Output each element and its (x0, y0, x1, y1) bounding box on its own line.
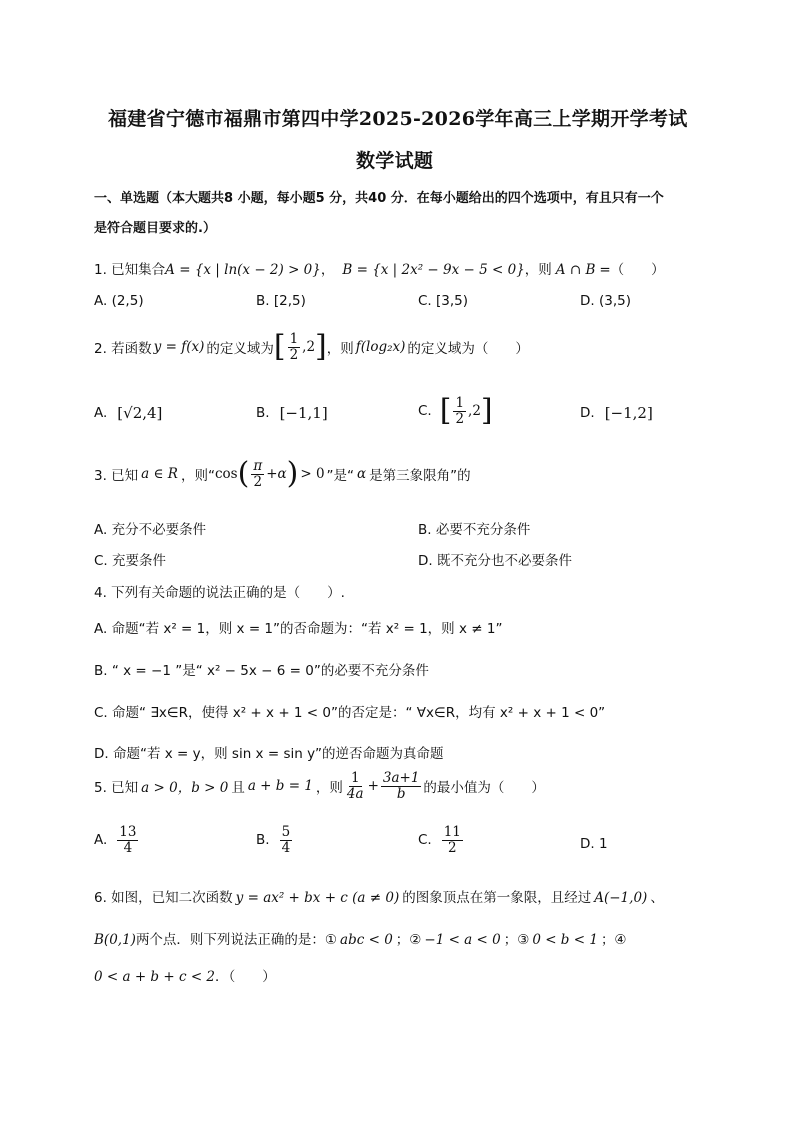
question-2-option-b: B. [−1,1] (256, 404, 328, 422)
question-1-option-a: A. (2,5) (94, 293, 144, 309)
question-6-line3: 0 < a + b + c < 2．（ ） (94, 969, 276, 985)
question-5-option-b: B. $\frac{5}{4}$ (256, 824, 291, 856)
question-4-stem: 4. 下列有关命题的说法正确的是（ ）. (94, 585, 345, 601)
question-6-line1: 6. 如图，已知二次函数 y = ax² + bx + c (a ≠ 0) 的图象顶点在第一象限，且经过 A(−1,0) 、 (94, 890, 664, 906)
question-1-option-c: C. [3,5) (418, 293, 469, 309)
section-heading-line1: 一、单选题（本大题共8 小题，每小题5 分，共40 分．在每小题给出的四个选项中，有且只有一个 (94, 191, 664, 206)
question-3-stem: 3. 已知 a ∈ R ，则“ cos ( $\frac{\pi}{2}$ +α ) > 0 ”是“ α 是第三象限角”的 (94, 456, 471, 492)
page-title: 福建省宁德市福鼎市第四中学2025-2026学年高三上学期开学考试 (108, 108, 688, 130)
question-3-option-a: A. 充分不必要条件 (94, 522, 207, 538)
question-1-option-d: D. (3,5) (580, 293, 631, 309)
question-5-option-a: A. $\frac{13}{4}$ (94, 824, 137, 856)
question-4-option-a: A. 命题“若 x² = 1，则 x = 1”的否命题为：“若 x² = 1，则 x ≠ 1” (94, 621, 503, 637)
question-2-stem: 2. 若函数 y = f(x) 的定义域为 [ $\frac{1}{2}$ ,2 ] ，则 f(log₂x) 的定义域为（ ） (94, 329, 529, 365)
question-4-option-d: D. 命题“若 x = y，则 sin x = sin y”的逆否命题为真命题 (94, 746, 444, 762)
question-3-option-b: B. 必要不充分条件 (418, 522, 531, 538)
question-3-option-c: C. 充要条件 (94, 553, 167, 569)
page-subtitle: 数学试题 (356, 150, 434, 172)
question-2-option-d: D. [−1,2] (580, 404, 653, 422)
question-4-option-b: B. “ x = −1 ”是“ x² − 5x − 6 = 0”的必要不充分条件 (94, 663, 429, 679)
question-1-stem: 1. 已知集合A = {x | ln(x − 2) > 0}， B = {x | 2x² − 9x − 5 < 0}，则 A ∩ B =（ ） (94, 262, 665, 278)
question-2-option-a: A. [√2,4] (94, 404, 163, 422)
section-heading-line2: 是符合题目要求的.） (94, 221, 216, 236)
question-5-option-c: C. $\frac{11}{2}$ (418, 824, 461, 856)
question-5-option-d: D. 1 (580, 836, 608, 852)
question-5-stem: 5. 已知 a > 0，b > 0 且 a + b = 1 ，则 $\frac{1}{4a}$ + $\frac{3a+1}{b}$ 的最小值为（ ） (94, 770, 545, 802)
question-6-line2: B(0,1)两个点．则下列说法正确的是：① abc < 0 ；② −1 < a < 0 ；③ 0 < b < 1 ；④ (94, 932, 627, 948)
question-4-option-c: C. 命题“ ∃x∈R，使得 x² + x + 1 < 0”的否定是：“ ∀x∈R，均有 x² + x + 1 < 0” (94, 705, 606, 721)
question-3-option-d: D. 既不充分也不必要条件 (418, 553, 572, 569)
question-1-option-b: B. [2,5) (256, 293, 306, 309)
question-2-option-c: C. [ $\frac{1}{2}$ ,2 ] (418, 393, 493, 429)
